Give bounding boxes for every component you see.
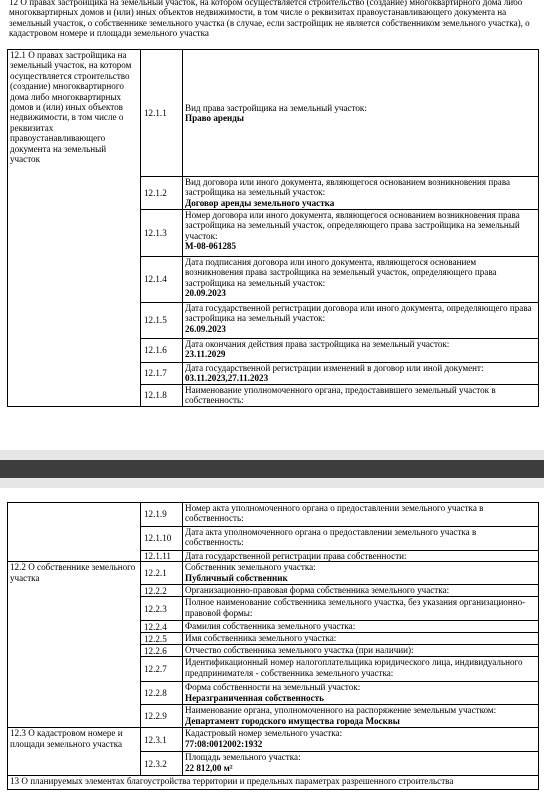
row-value: Публичный собственник <box>185 572 288 583</box>
row-label: Наименование органа, уполномоченного на распоряжение земельным участком: <box>185 705 497 716</box>
row-label: Вид права застройщика на земельный участок: <box>185 102 367 113</box>
row-number: 12.1.5 <box>141 303 183 339</box>
row-value: 77:08:0012002:1932 <box>185 738 263 749</box>
row-number: 12.1.2 <box>141 177 183 210</box>
row-label: Организационно-правовая форма собственника земельного участка: <box>185 585 450 596</box>
row-label: Форма собственности на земельный участок: <box>185 682 361 693</box>
row-label: Номер акта уполномоченного органа о предоставлении земельного участка в собственность: <box>185 503 484 524</box>
row-number: 12.1.6 <box>141 339 183 363</box>
row-value: Право аренды <box>185 113 244 123</box>
group-12-2-label: 12.2 О собственнике земельного участка <box>8 562 141 728</box>
row-number: 12.2.9 <box>141 705 183 728</box>
row-number: 12.2.1 <box>141 562 183 585</box>
row-label: Собственник земельного участка: <box>185 562 316 573</box>
row-number: 12.3.1 <box>141 728 183 752</box>
rights-table <box>7 49 539 407</box>
document-page-2 <box>0 488 544 797</box>
row-label: Дата государственной регистрации изменений в договор или иной документ: <box>185 363 484 373</box>
row-label: Наименование уполномоченного органа, предоставившего земельный участок в собственность: <box>185 385 496 406</box>
row-value: 03.11.2023,27.11.2023 <box>185 373 269 384</box>
row-number: 12.1.11 <box>141 551 183 562</box>
row-label: Имя собственника земельного участка: <box>185 633 337 644</box>
section-13-title: 13 О планируемых элементах благоустройства территории и предельных параметрах разрешенного строительства <box>8 776 539 790</box>
page-separator-bar <box>0 460 544 478</box>
section-12-title: 12 О правах застройщика на земельный участок, на котором осуществляется строительство (создание) многоквартирного дома либо многоквартирных домов и (или) иных объектов недвижимости, в том числе о реквизитах правоустанавливающего документа на земельный участок, о собственнике земельного участка (в случае, если застройщик не является собственником земельного участка), о кадастровом номере и площади земельного участка <box>9 0 530 39</box>
table-row <box>8 776 539 790</box>
table-row <box>8 503 539 527</box>
row-label: Дата акта уполномоченного органа о предоставлении земельного участка в собственность: <box>185 527 477 548</box>
row-number: 12.2.2 <box>141 585 183 597</box>
row-label: Отчество собственника земельного участка (при наличии): <box>185 645 414 656</box>
row-number: 12.3.2 <box>141 752 183 776</box>
row-number: 12.2.3 <box>141 597 183 621</box>
row-label: Дата государственной регистрации договора или иного документа, определяющего права застройщика на земельный участок: <box>185 303 532 324</box>
row-number: 12.1.4 <box>141 257 183 303</box>
row-number: 12.2.5 <box>141 633 183 645</box>
row-value: Договор аренды земельного участка <box>185 197 335 208</box>
row-value: Департамент городского имущества города Москвы <box>185 715 400 726</box>
table-row <box>8 50 539 177</box>
page-separator <box>0 450 544 488</box>
row-number: 12.1.9 <box>141 503 183 527</box>
row-label: Площадь земельного участка: <box>185 752 301 763</box>
table-row <box>8 562 539 585</box>
rights-table-continued <box>7 502 539 790</box>
row-value: М-08-061285 <box>185 241 237 252</box>
row-number: 12.1.7 <box>141 363 183 385</box>
row-value: Неразграниченная собственность <box>185 692 324 703</box>
row-label: Дата государственной регистрации права собственности: <box>185 551 407 561</box>
row-label: Идентификационный номер налогоплательщика юридического лица, индивидуального предпринимателя - собственника земельного участка: <box>185 657 523 678</box>
row-number: 12.2.8 <box>141 682 183 705</box>
row-number: 12.1.8 <box>141 385 183 407</box>
group-12-1-continued <box>8 503 141 562</box>
group-12-1-label: 12.1 О правах застройщика на земельный участок, на котором осуществляется строительство (создание) многоквартирного дома либо многоквартирных домов и (или) иных объектов недвижимости, в том числе о реквизитах правоустанавливающего документа на земельный участок <box>8 50 141 407</box>
row-value: 22 812,00 м² <box>185 762 233 773</box>
row-label: Номер договора или иного документа, являющегося основанием возникновения права застройщика на земельный участок, определяющего права застройщика на земельный участок: <box>185 210 520 241</box>
row-label: Вид договора или иного документа, являющегося основанием возникновения права застройщика на земельный участок: <box>185 177 511 198</box>
row-value: 26.09.2023 <box>185 323 226 334</box>
row-label: Дата подписания договора или иного документа, являющегося основанием возникновения права застройщика на земельный участок, определяющего права застройщика на земельный участок: <box>185 257 497 288</box>
row-number: 12.1.1 <box>141 50 183 177</box>
row-number: 12.2.7 <box>141 657 183 682</box>
row-label: Полное наименование собственника земельного участка, без указания организационно-правовой формы: <box>185 597 526 618</box>
row-value: 23.11.2029 <box>185 349 226 360</box>
row-label: Фамилия собственника земельного участка: <box>185 621 356 632</box>
row-number: 12.2.4 <box>141 621 183 633</box>
row-number: 12.2.6 <box>141 645 183 657</box>
row-label: Кадастровый номер земельного участка: <box>185 728 343 739</box>
row-label: Дата окончания действия права застройщика на земельный участок: <box>185 339 450 349</box>
row-number: 12.1.3 <box>141 210 183 257</box>
group-12-3-label: 12.3 О кадастровом номере и площади земельного участка <box>8 728 141 776</box>
row-number: 12.1.10 <box>141 527 183 551</box>
table-row <box>8 728 539 752</box>
row-value: 20.09.2023 <box>185 288 226 299</box>
